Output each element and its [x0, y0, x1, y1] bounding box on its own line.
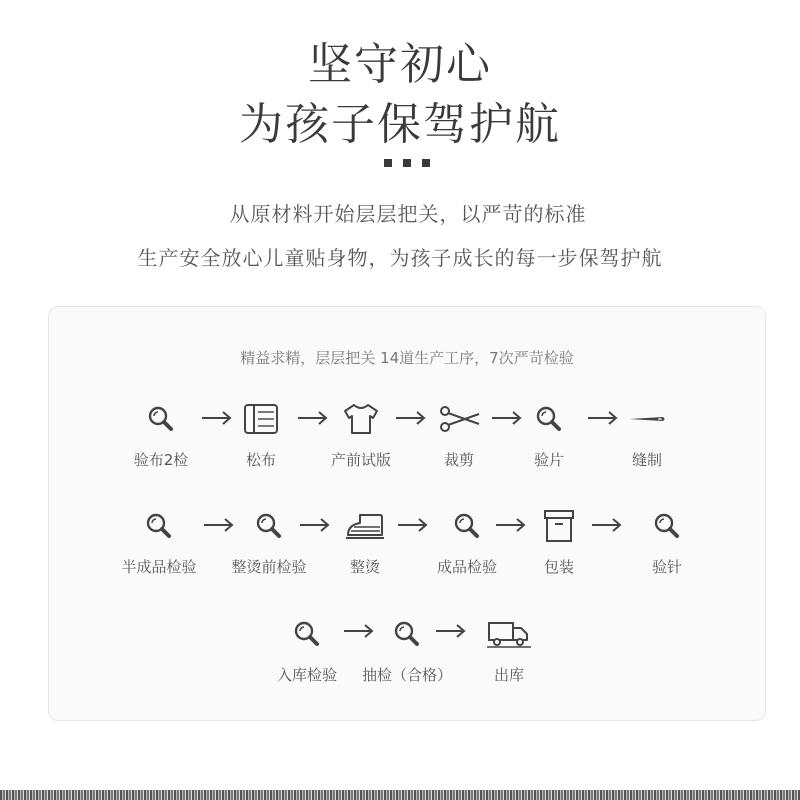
process-panel	[48, 306, 766, 721]
page-title-line2: 为孩子保驾护航	[239, 99, 561, 150]
magnifier-icon	[239, 506, 299, 546]
subtitle-line1: 从原材料开始层层把关，以严苛的标准	[229, 202, 587, 226]
step-label: 抽检（合格）	[361, 666, 452, 684]
arrow-right-icon	[343, 624, 375, 638]
arrow-right-icon	[203, 518, 235, 532]
divider-dots	[384, 159, 434, 169]
magnifier-icon	[637, 506, 697, 546]
truck-icon	[479, 614, 539, 654]
step-label: 入库检验	[276, 666, 337, 684]
fabric-roll-icon	[231, 399, 291, 439]
process-panel-title: 精益求精，层层把关 14道生产工序，7次严苛检验	[240, 349, 574, 367]
subtitle-line2: 生产安全放心儿童贴身物，为孩子成长的每一步保驾护航	[137, 246, 663, 270]
arrow-right-icon	[587, 411, 619, 425]
arrow-right-icon	[591, 518, 623, 532]
step-label: 出库	[493, 666, 524, 684]
arrow-right-icon	[201, 411, 233, 425]
box-icon	[529, 506, 589, 546]
step-label: 整烫	[349, 558, 380, 576]
step-label: 验片	[533, 451, 564, 469]
magnifier-icon	[277, 614, 337, 654]
arrow-right-icon	[395, 411, 427, 425]
needle-icon	[617, 399, 677, 439]
iron-icon	[335, 506, 395, 546]
step-label: 产前试版	[330, 451, 391, 469]
arrow-right-icon	[297, 411, 329, 425]
step-label: 裁剪	[443, 451, 474, 469]
magnifier-icon	[377, 614, 437, 654]
tshirt-icon	[331, 399, 391, 439]
arrow-right-icon	[397, 518, 429, 532]
magnifier-icon	[131, 399, 191, 439]
step-label: 松布	[245, 451, 276, 469]
step-label: 整烫前检验	[231, 558, 307, 576]
step-label: 半成品检验	[121, 558, 197, 576]
step-label: 验针	[651, 558, 682, 576]
scissors-icon	[429, 399, 489, 439]
arrow-right-icon	[435, 624, 467, 638]
bottom-texture-strip	[0, 790, 800, 800]
step-label: 包装	[543, 558, 574, 576]
page-title-line1: 坚守初心	[308, 39, 492, 90]
step-label: 缝制	[631, 451, 662, 469]
arrow-right-icon	[299, 518, 331, 532]
magnifier-icon	[129, 506, 189, 546]
arrow-right-icon	[495, 518, 527, 532]
magnifier-icon	[437, 506, 497, 546]
step-label: 验布2检	[133, 451, 189, 469]
step-label: 成品检验	[436, 558, 497, 576]
magnifier-icon	[519, 399, 579, 439]
